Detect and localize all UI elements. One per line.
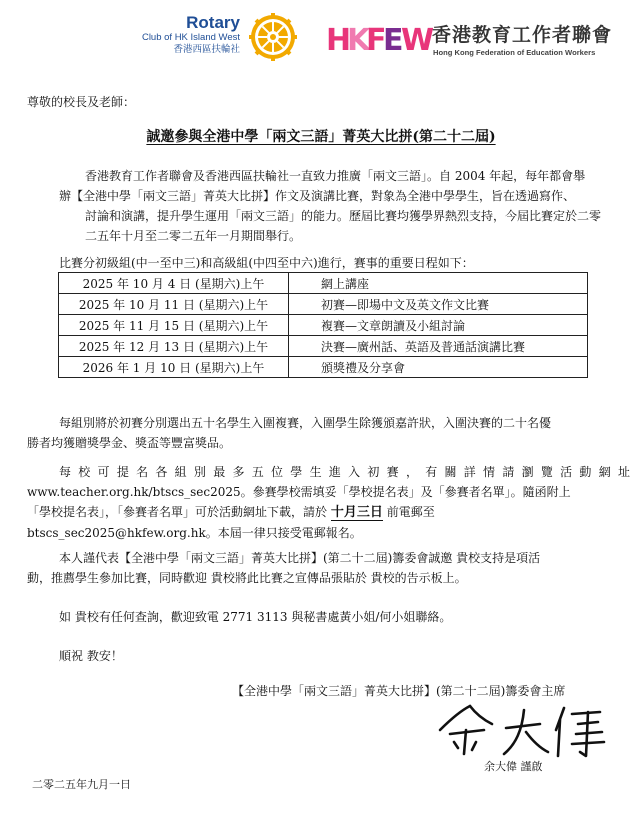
rotary-wordmark: Rotary [186,13,240,32]
paragraph-invitation [27,548,630,588]
paragraph-line: 動，推薦學生參加比賽，同時歡迎 貴校將此比賽之宣傳品張貼於 貴校的告示板上。 [27,571,467,585]
schedule-date: 2025 年 12 月 13 日 (星期六)上午 [59,336,289,357]
paragraph-line: 本人謹代表【全港中學「兩文三語」菁英大比拼】(第二十二屆)籌委會誠邀 貴校支持是項活 [59,551,541,565]
schedule-date: 2026 年 1 月 10 日 (星期六)上午 [59,357,289,378]
hkfew-logo [326,18,626,68]
hkfew-name-cn: 香港教育工作者聯會 [432,24,613,46]
schedule-event: 決賽—廣州話、英語及普通話演講比賽 [289,336,588,357]
rotary-logo [132,10,300,68]
paragraph-line: 勝者均獲贈獎學金、獎盃等豐富獎品。 [27,436,232,450]
table-row [59,294,588,315]
table-row [59,336,588,357]
paragraph-line: btscs_sec2025@hkfew.org.hk。本屆一律只接受電郵報名。 [27,526,362,540]
deadline-highlight: 十月三日 [330,505,383,520]
schedule-event: 頒獎禮及分享會 [289,357,588,378]
paragraph-line: www.teacher.org.hk/btscs_sec2025。參賽學校需填妥「學校提名表」及「參賽者名單」。隨函附上 [27,485,571,499]
schedule-event: 複賽—文章朗讀及小組討論 [289,315,588,336]
paragraph-awards [27,413,630,453]
paragraph-line: 香港教育工作者聯會及香港西區扶輪社一直致力推廣「兩文三語」。自 2004 年起，每年都會舉 [85,169,586,183]
table-row [59,357,588,378]
handwritten-signature [432,700,612,758]
svg-text:K: K [347,23,371,58]
hkfew-letter-mark [326,20,435,58]
salutation: 尊敬的校長及老師： [27,95,136,109]
schedule-table [58,272,588,378]
signatory-name: 余大偉 謹啟 [484,760,543,773]
rotary-club-name: Club of HK Island West [141,32,240,43]
letter-date: 二零二五年九月一日 [32,778,131,791]
letter-title: 誠邀參與全港中學「兩文三語」菁英大比拼(第二十二屆) [146,129,496,145]
paragraph-line: 每校可提名各組別最多五位學生進入初賽，有關詳情請瀏覽活動網址 [59,465,630,479]
paragraph-intro [59,166,630,246]
schedule-date: 2025 年 10 月 4 日 (星期六)上午 [59,273,289,294]
paragraph-segment: 前電郵至 [386,505,435,519]
schedule-date: 2025 年 10 月 11 日 (星期六)上午 [59,294,289,315]
paragraph-nomination [27,462,630,543]
rotary-wheel-icon [248,12,298,62]
paragraph-enquiry: 如 貴校有任何查詢，歡迎致電 2771 3113 與秘書處黃小姐/何小姐聯絡。 [59,610,452,624]
schedule-event: 網上講座 [289,273,588,294]
svg-text:W: W [401,23,435,58]
schedule-event: 初賽—即場中文及英文作文比賽 [289,294,588,315]
paragraph-line [27,502,630,523]
svg-text:F: F [366,23,387,58]
paragraph-line: 討論和演講，提升學生運用「兩文三語」的能力。歷屆比賽均獲學界熱烈支持，今屆比賽定於二零 [85,209,602,223]
svg-text:H: H [326,23,352,58]
paragraph-line: 辦【全港中學「兩文三語」菁英大比拼】作文及演講比賽，對象為全港中學學生，旨在透過寫作、 [59,189,576,203]
table-row [59,273,588,294]
rotary-club-name-cn: 香港西區扶輪社 [173,44,240,55]
paragraph-segment: 「學校提名表」，「參賽者名單」可於活動網址下載，請於 [27,505,328,519]
svg-text:E: E [383,23,404,58]
regards: 順祝 教安！ [59,649,123,663]
closing-line: 【全港中學「兩文三語」菁英大比拼】(第二十二屆)籌委會主席 [232,684,566,698]
schedule-date: 2025 年 11 月 15 日 (星期六)上午 [59,315,289,336]
hkfew-name-en: Hong Kong Federation of Education Workers [433,48,596,57]
schedule-intro: 比賽分初級組(中一至中三)和高級組(中四至中六)進行，賽事的重要日程如下： [59,256,474,270]
rotary-text [142,14,240,56]
paragraph-line: 二五年十月至二零二五年一月期間舉行。 [85,229,302,243]
table-row [59,315,588,336]
paragraph-line: 每組別將於初賽分別選出五十名學生入圍複賽，入圍學生除獲頒嘉許狀，入圍決賽的二十名優 [59,416,552,430]
